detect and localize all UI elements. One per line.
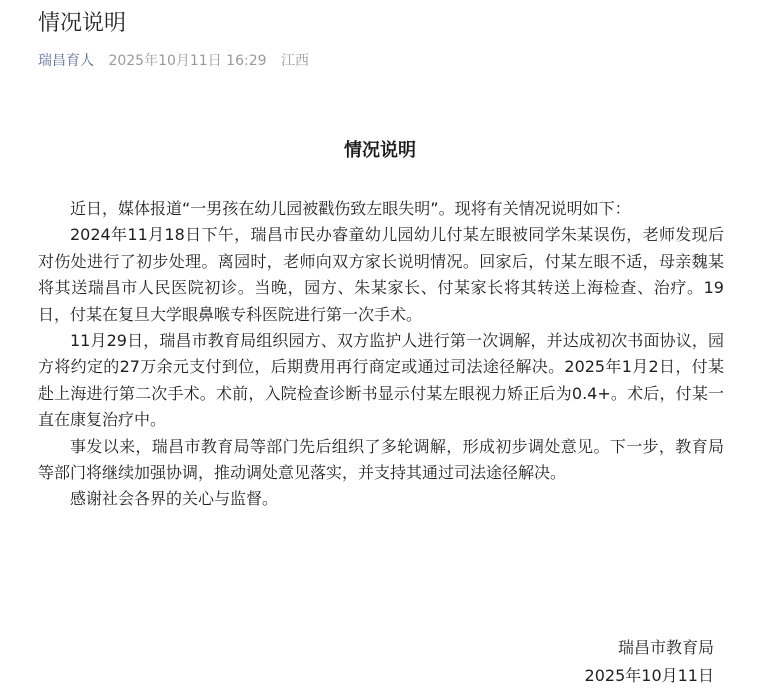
paragraph-next-steps: 事发以来，瑞昌市教育局等部门先后组织了多轮调解，形成初步调处意见。下一步，教育局等部门将继续加强协调，推动调处意见落实，并支持其通过司法途径解决。	[38, 436, 724, 483]
document-body	[38, 196, 724, 513]
paragraph-incident: 2024年11月18日下午，瑞昌市民办睿童幼儿园幼儿付某左眼被同学朱某误伤，老师发现后对伤处进行了初步处理。离园时，老师向双方家长说明情况。回家后，付某左眼不适，母亲魏某将其送瑞昌市人民医院初诊。当晚，园方、朱某家长、付某家长将其转送上海检查、治疗。19日，付某在复旦大学眼鼻喉专科医院进行第一次手术。	[38, 225, 724, 324]
paragraph-thanks: 感谢社会各界的关心与监督。	[70, 489, 279, 509]
article-meta	[38, 51, 309, 71]
author-link[interactable]: 瑞昌育人	[38, 53, 94, 69]
document-title: 情况说明	[344, 140, 416, 161]
signature-block	[585, 634, 714, 690]
article-title: 情况说明	[38, 11, 127, 36]
paragraph-intro: 近日，媒体报道“一男孩在幼儿园被戳伤致左眼失明”。现将有关情况说明如下：	[70, 199, 631, 218]
paragraph-mediation: 11月29日，瑞昌市教育局组织园方、双方监护人进行第一次调解，并达成初次书面协议，园方将约定的27万余元支付到位，后期费用再行商定或通过司法途径解决。2025年1月2日，付某赴上海进行第二次手术。术前，入院检查诊断书显示付某左眼视力矫正后为0.4+。术后，付某一直在康复治疗中。	[38, 331, 724, 430]
signature-date: 2025年10月11日	[584, 666, 714, 685]
signature-org: 瑞昌市教育局	[617, 638, 714, 657]
publish-time: 2025年10月11日 16:29	[108, 53, 267, 69]
publish-location: 江西	[280, 53, 309, 69]
